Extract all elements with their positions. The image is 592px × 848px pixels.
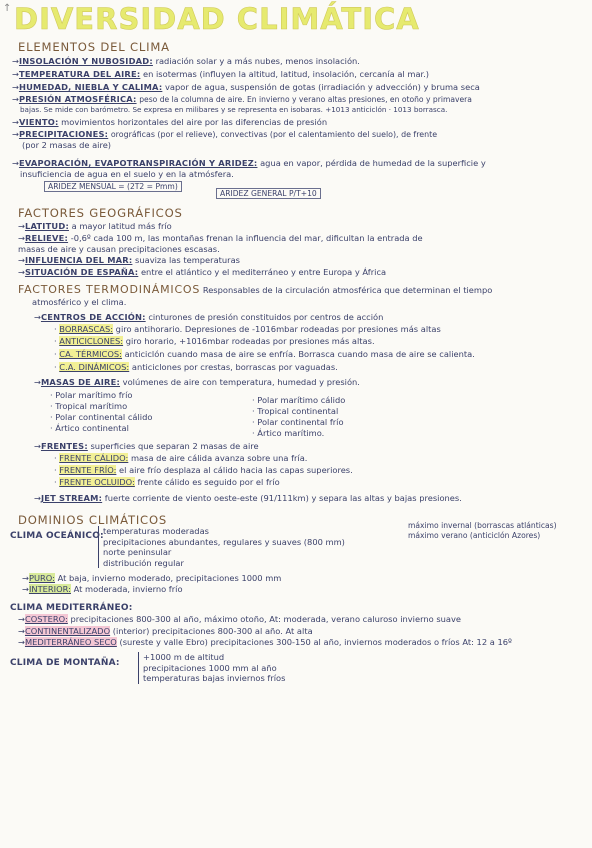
line-insolacion: →INSOLACIÓN Y NUBOSIDAD: radiación solar y a más nubes, menos insolación. <box>12 56 360 66</box>
line-costero: →COSTERO: precipitaciones 800-300 al año, máximo otoño, At: moderada, verano caluroso invierno suave <box>18 614 462 624</box>
heading-factores-geograficos: FACTORES GEOGRÁFICOS <box>18 206 183 220</box>
line-situacion: →SITUACIÓN DE ESPAÑA: entre el atlántico y el mediterráneo y entre Europa y África <box>18 267 387 277</box>
masa-item: · Polar marítimo frío <box>50 390 133 400</box>
heading-elementos: ELEMENTOS DEL CLIMA <box>18 40 170 54</box>
line-clima-montana: CLIMA DE MONTAÑA: <box>10 658 120 668</box>
aridez-mensual: ARIDEZ MENSUAL = (2T2 = Pmm) <box>44 181 182 192</box>
line-termodinamicos: FACTORES TERMODINÁMICOS Responsables de la circulación atmosférica que determinan el tiempo <box>18 283 493 296</box>
oceanico-item: norte peninsular <box>103 547 172 557</box>
line-puro: →PURO: At baja, invierno moderado, precipitaciones 1000 mm <box>22 573 282 583</box>
line-presion-2: bajas. Se mide con barómetro. Se expresa en milibares y se representa en isobaras. +1013 anticiclón · 1013 borrasca. <box>20 105 448 114</box>
line-frentes: →FRENTES: superficies que separan 2 masas de aire <box>34 441 259 451</box>
line-clima-oceanico: CLIMA OCEÁNICO: <box>10 531 104 541</box>
montana-item: temperaturas bajas inviernos fríos <box>143 673 286 683</box>
line-humedad: →HUMEDAD, NIEBLA Y CALIMA: vapor de agua, suspensión de gotas (irradiación y advección) y bruma seca <box>12 82 480 92</box>
line-clima-mediterraneo: CLIMA MEDITERRÁNEO: <box>10 603 133 613</box>
oceanico-list <box>98 526 345 568</box>
corner-mark: ↑ <box>3 3 12 14</box>
line-jet-stream: →JET STREAM: fuerte corriente de viento oeste-este (91/111km) y separa las altas y bajas presiones. <box>34 493 462 503</box>
line-relieve: →RELIEVE: -0,6º cada 100 m, las montañas frenan la influencia del mar, dificultan la entrada de <box>18 233 423 243</box>
line-latitud: →LATITUD: a mayor latitud más frío <box>18 221 172 231</box>
heading-dominios: DOMINIOS CLIMÁTICOS <box>18 513 168 527</box>
line-masas-aire: →MASAS DE AIRE: volúmenes de aire con temperatura, humedad y presión. <box>34 377 360 387</box>
line-mediterraneo-seco: →MEDITERRÁNEO SECO (sureste y valle Ebro) precipitaciones 300-150 al año, inviernos moderados o fríos At: 12 a 16º <box>18 637 512 647</box>
line-evaporacion: →EVAPORACIÓN, EVAPOTRANSPIRACIÓN Y ARIDEZ: agua en vapor, pérdida de humedad de la superficie y <box>12 158 486 168</box>
line-relieve-2: masas de aire y causan precipitaciones escasas. <box>18 244 220 254</box>
masa-item: · Polar marítimo cálido <box>252 395 346 405</box>
montana-item: precipitaciones 1000 mm al año <box>143 662 277 673</box>
masa-item: · Polar continental cálido <box>50 412 153 422</box>
oceanico-max-invernal: máximo invernal (borrascas atlánticas) <box>408 521 557 530</box>
line-interior: →INTERIOR: At moderada, invierno frío <box>22 584 183 594</box>
line-termicos: · CA. TÉRMICOS: anticiclón cuando masa de aire se enfría. Borrasca cuando masa de aire se calienta. <box>54 349 475 359</box>
line-presion: →PRESIÓN ATMOSFÉRICA: peso de la columna de aire. En invierno y verano altas presiones, en otoño y primavera <box>12 94 472 104</box>
line-viento: →VIENTO: movimientos horizontales del aire por las diferencias de presión <box>12 117 328 127</box>
montana-item: +1000 m de altitud <box>143 652 225 662</box>
line-centros-accion: →CENTROS DE ACCIÓN: cinturones de presión constituidos por centros de acción <box>34 312 384 322</box>
line-precipitaciones: →PRECIPITACIONES: orográficas (por el relieve), convectivas (por el calentamiento del suelo), de frente <box>12 129 438 139</box>
masa-item: · Tropical continental <box>252 406 339 416</box>
masa-item: · Tropical marítimo <box>50 401 128 411</box>
line-temperatura: →TEMPERATURA DEL AIRE: en isotermas (influyen la altitud, latitud, insolación, cercanía al mar.) <box>12 69 430 79</box>
line-frente-calido: · FRENTE CÁLIDO: masa de aire cálida avanza sobre una fría. <box>54 453 308 463</box>
masas-left-list <box>50 390 152 434</box>
line-frente-frio: · FRENTE FRÍO: el aire frío desplaza al cálido hacia las capas superiores. <box>54 465 353 475</box>
oceanico-item: temperaturas moderadas <box>103 526 209 536</box>
line-frente-ocluido: · FRENTE OCLUIDO: frente cálido es seguido por el frío <box>54 477 280 487</box>
montana-list <box>138 652 285 684</box>
line-continentalizado: →CONTINENTALIZADO (interior) precipitaciones 800-300 al año. At alta <box>18 626 313 636</box>
oceanico-item: distribución regular <box>103 557 184 568</box>
oceanico-item: precipitaciones abundantes, regulares y suaves (800 mm) <box>103 536 345 547</box>
aridez-general: ARIDEZ GENERAL P/T+10 <box>216 188 321 199</box>
masa-item: · Ártico marítimo. <box>252 428 325 438</box>
oceanico-maximos <box>408 521 557 541</box>
line-influencia-mar: →INFLUENCIA DEL MAR: suaviza las temperaturas <box>18 255 240 265</box>
line-borrascas: · BORRASCAS: giro antihorario. Depresiones de -1016mbar rodeadas por presiones más altas <box>54 324 441 334</box>
line-anticiclones: · ANTICICLONES: giro horario, +1016mbar rodeadas por presiones más altas. <box>54 336 375 346</box>
line-evaporacion-2: insuficiencia de agua en el suelo y en la atmósfera. <box>20 169 234 179</box>
page-title: DIVERSIDAD CLIMÁTICA <box>14 2 420 36</box>
line-precipitaciones-2: (por 2 masas de aire) <box>22 140 112 150</box>
masa-item: · Polar continental frío <box>252 417 344 427</box>
oceanico-max-verano: máximo verano (anticiclón Azores) <box>408 531 541 540</box>
line-dinamicos: · C.A. DINÁMICOS: anticiclones por crestas, borrascas por vaguadas. <box>54 362 338 372</box>
masa-item: · Ártico continental <box>50 423 129 433</box>
masas-right-list <box>252 395 345 439</box>
line-termodinamicos-2: atmosférico y el clima. <box>32 297 127 307</box>
